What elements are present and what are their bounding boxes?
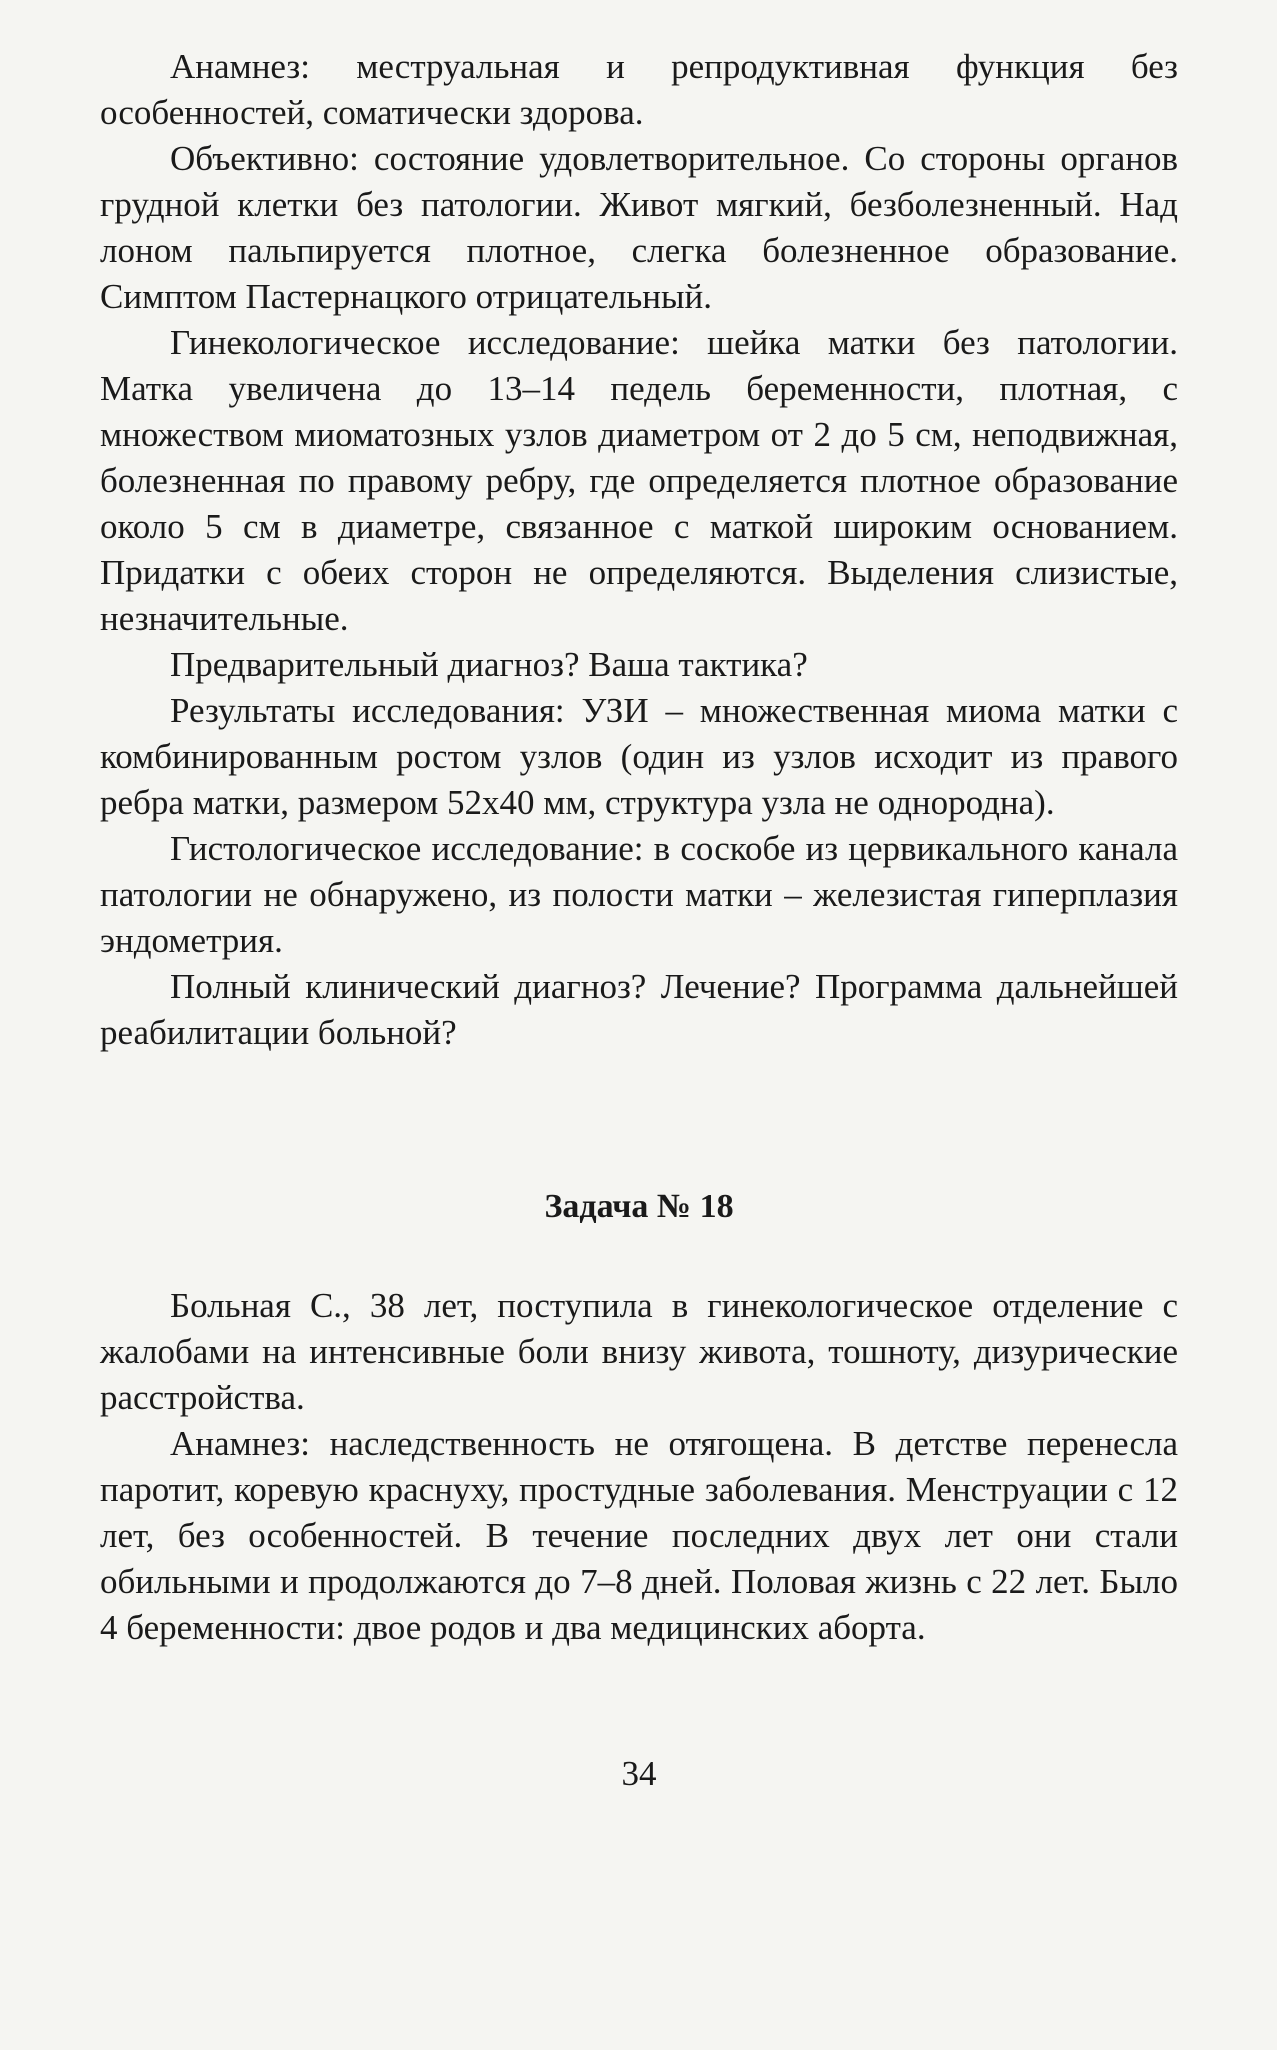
task-heading: Задача № 18 xyxy=(544,1188,734,1225)
case-17-text xyxy=(100,44,1178,1056)
paragraph-final-question: Полный клинический диагноз? Лечение? Программа дальнейшей реабилитации больной? xyxy=(100,967,1178,1052)
paragraph-patient-complaints: Больная С., 38 лет, поступила в гинекологическое отделение с жалобами на интенсивные боли внизу живота, тошноту, дизурические расстройства. xyxy=(100,1286,1178,1417)
paragraph-objective: Объективно: состояние удовлетворительное. Со стороны органов грудной клетки без патологии. Живот мягкий, безболезненный. Над лоном пальпируется плотное, слегка болезненное образование. Симптом Пастернацкого отрицательный. xyxy=(100,139,1178,316)
paragraph-anamnesis: Анамнез: меструальная и репродуктивная функция без особенностей, соматически здорова. xyxy=(100,47,1178,132)
paragraph-preliminary-question: Предварительный диагноз? Ваша тактика? xyxy=(170,645,808,684)
case-18-text xyxy=(100,1283,1178,1651)
paragraph-ultrasound-results: Результаты исследования: УЗИ – множественная миома матки с комбинированным ростом узлов (один из узлов исходит из правого ребра матки, размером 52х40 мм, структура узла не однородна). xyxy=(100,691,1178,822)
paragraph-histology: Гистологическое исследование: в соскобе из цервикального канала патологии не обнаружено, из полости матки – железистая гиперплазия эндометрия. xyxy=(100,829,1178,960)
paragraph-patient-anamnesis: Анамнез: наследственность не отягощена. В детстве перенесла паротит, коревую краснуху, простудные заболевания. Менструации с 12 лет, без особенностей. В течение последних двух лет они стали обильными и продолжаются до 7–8 дней. Половая жизнь с 22 лет. Было 4 беременности: двое родов и два медицинских аборта. xyxy=(100,1424,1178,1647)
page-number: 34 xyxy=(621,1754,657,1793)
paragraph-gynecological-exam: Гинекологическое исследование: шейка матки без патологии. Матка увеличена до 13–14 педель беременности, плотная, с множеством миоматозных узлов диаметром от 2 до 5 см, неподвижная, болезненная по правому ребру, где определяется плотное образование около 5 см в диаметре, связанное с маткой широким основанием. Придатки с обеих сторон не определяются. Выделения слизистые, незначительные. xyxy=(100,323,1178,638)
